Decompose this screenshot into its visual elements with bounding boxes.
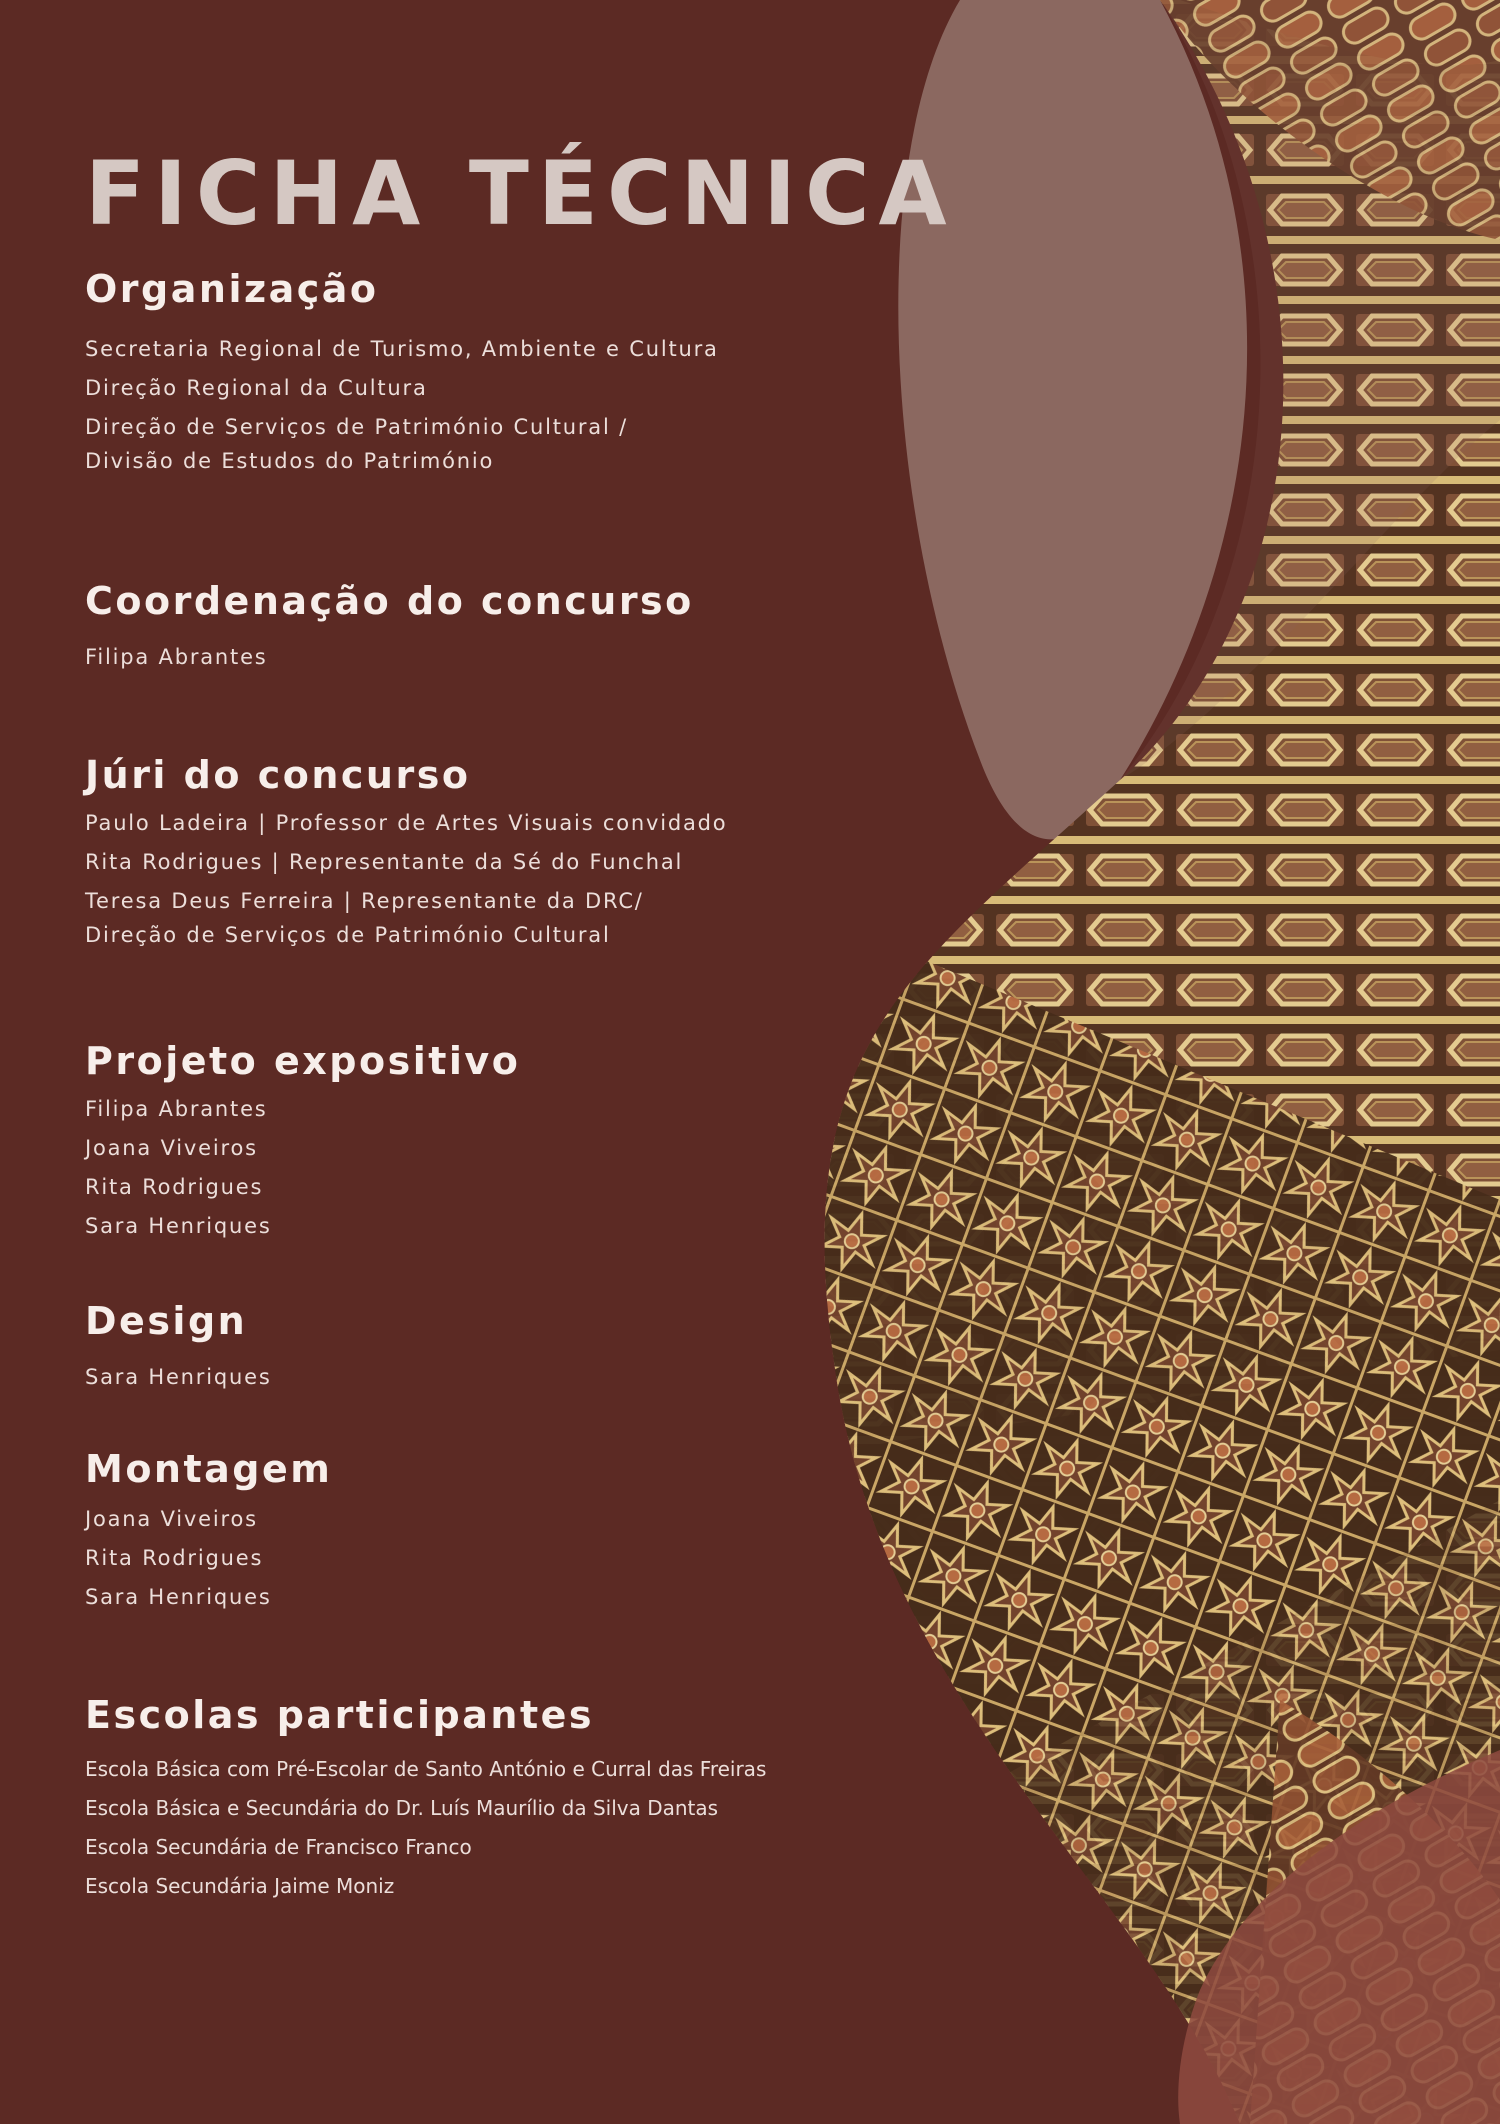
credit-line: Joana Viveiros	[85, 1136, 258, 1160]
section-heading: Montagem	[85, 1447, 333, 1491]
section-projeto	[85, 1039, 521, 1246]
section-heading: Coordenação do concurso	[85, 579, 694, 623]
section-montagem	[85, 1447, 333, 1617]
credit-line: Teresa Deus Ferreira | Representante da DRC/	[85, 889, 644, 913]
credit-line: Direção Regional da Cultura	[85, 376, 428, 400]
credit-line: Rita Rodrigues	[85, 1546, 264, 1570]
credit-line: Divisão de Estudos do Património	[85, 449, 495, 473]
page-title: FICHA TÉCNICA	[85, 142, 956, 245]
credit-line: Filipa Abrantes	[85, 1097, 268, 1121]
credit-line: Joana Viveiros	[85, 1507, 258, 1531]
school-line: Escola Secundária de Francisco Franco	[85, 1835, 472, 1859]
section-design	[85, 1299, 272, 1397]
credit-line: Sara Henriques	[85, 1365, 272, 1389]
section-escolas	[85, 1693, 767, 1906]
credit-line: Rita Rodrigues | Representante da Sé do Funchal	[85, 850, 684, 874]
section-heading: Design	[85, 1299, 248, 1343]
credit-line: Direção de Serviços de Património Cultural /	[85, 415, 628, 439]
section-organizacao	[85, 267, 719, 480]
section-heading: Júri do concurso	[85, 753, 471, 797]
credit-line: Sara Henriques	[85, 1214, 272, 1238]
school-line: Escola Secundária Jaime Moniz	[85, 1874, 395, 1898]
credit-line: Secretaria Regional de Turismo, Ambiente e Cultura	[85, 337, 719, 361]
section-heading: Projeto expositivo	[85, 1039, 521, 1083]
school-line: Escola Básica e Secundária do Dr. Luís Maurílio da Silva Dantas	[85, 1796, 719, 1820]
credit-line: Filipa Abrantes	[85, 645, 268, 669]
section-heading: Organização	[85, 267, 379, 311]
section-heading: Escolas participantes	[85, 1693, 595, 1737]
section-coordenacao	[85, 579, 694, 677]
section-juri	[85, 753, 728, 954]
credit-line: Direção de Serviços de Património Cultural	[85, 923, 611, 947]
credit-line: Sara Henriques	[85, 1585, 272, 1609]
credit-line: Paulo Ladeira | Professor de Artes Visuais convidado	[85, 811, 728, 835]
credit-line: Rita Rodrigues	[85, 1175, 264, 1199]
school-line: Escola Básica com Pré-Escolar de Santo António e Curral das Freiras	[85, 1757, 767, 1781]
